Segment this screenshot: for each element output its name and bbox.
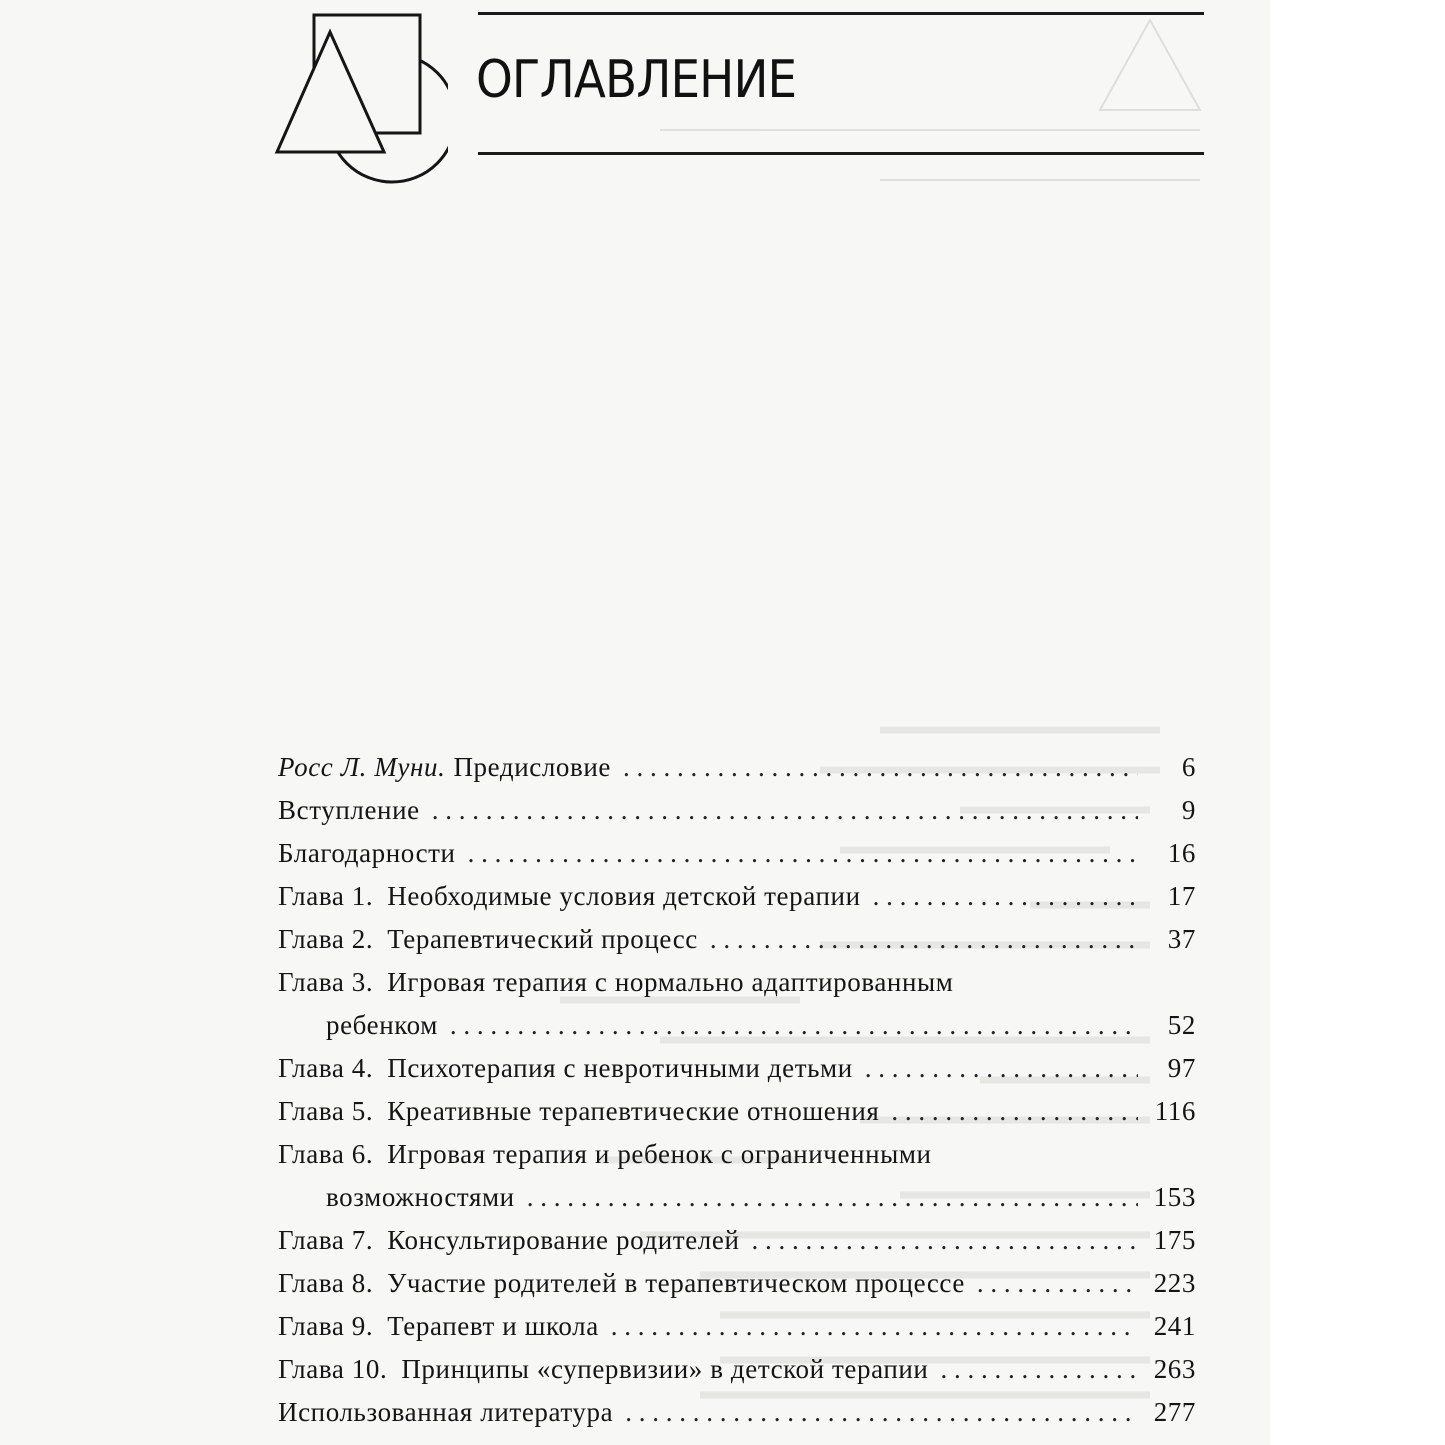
toc-entry xyxy=(278,875,1196,918)
toc-page: 277 xyxy=(1153,1397,1196,1427)
toc-title: Принципы «супервизии» в детской терапии xyxy=(401,1354,929,1384)
toc-entry xyxy=(278,961,1196,1047)
toc-leader-dots xyxy=(468,832,1138,875)
toc-title: Креативные терапевтические отношения xyxy=(387,1096,880,1126)
toc-page: 97 xyxy=(1167,1053,1196,1083)
toc-page: 263 xyxy=(1153,1354,1196,1384)
toc-entry xyxy=(278,1391,1196,1434)
toc-entry xyxy=(278,746,1196,789)
toc-chapter-label: Глава 5. xyxy=(278,1096,374,1126)
toc-entry xyxy=(278,1090,1196,1133)
header-rule-top xyxy=(478,12,1204,15)
toc-page: 175 xyxy=(1153,1225,1196,1255)
toc-page: 223 xyxy=(1153,1268,1196,1298)
toc-title: Психотерапия с невротичными детьми xyxy=(387,1053,853,1083)
toc-title: Игровая терапия с нормально адаптированным xyxy=(387,967,954,997)
toc-chapter-label: Глава 4. xyxy=(278,1053,374,1083)
toc-chapter-label: Глава 10. xyxy=(278,1354,388,1384)
toc-chapter-label: Глава 1. xyxy=(278,881,374,911)
toc-title-continued: возможностями xyxy=(326,1182,515,1212)
toc-chapter-label: Глава 3. xyxy=(278,967,374,997)
toc-title: Предисловие xyxy=(453,752,612,782)
toc-title: Терапевтический процесс xyxy=(387,924,698,954)
toc-title: Использованная литература xyxy=(278,1397,614,1427)
page-title: ОГЛАВЛЕНИЕ xyxy=(476,50,797,110)
toc-chapter-label: Глава 7. xyxy=(278,1225,374,1255)
toc-page: 52 xyxy=(1167,1010,1196,1040)
toc-title: Игровая терапия и ребенок с ограниченными xyxy=(387,1139,932,1169)
toc-entry xyxy=(278,789,1196,832)
toc-entry xyxy=(278,1133,1196,1219)
toc-page: 6 xyxy=(1181,752,1196,782)
toc-entry xyxy=(278,1047,1196,1090)
toc-leader-dots xyxy=(865,1047,1138,1090)
toc-title-continued: ребенком xyxy=(326,1010,438,1040)
toc-leader-dots xyxy=(432,789,1138,832)
toc-leader-dots xyxy=(450,1004,1138,1047)
toc-page: 153 xyxy=(1153,1182,1196,1212)
toc-entry xyxy=(278,832,1196,875)
toc-leader-dots xyxy=(623,746,1138,789)
toc-title: Терапевт и школа xyxy=(387,1311,599,1341)
toc-entry xyxy=(278,918,1196,961)
toc-leader-dots xyxy=(940,1348,1138,1391)
toc-leader-dots xyxy=(977,1262,1138,1305)
toc-title: Необходимые условия детской терапии xyxy=(387,881,861,911)
toc-leader-dots xyxy=(873,875,1138,918)
toc-page: 17 xyxy=(1167,881,1196,911)
toc-entry xyxy=(278,1348,1196,1391)
toc-entry xyxy=(278,1305,1196,1348)
toc-chapter-label: Глава 6. xyxy=(278,1139,374,1169)
toc-author: Росс Л. Муни. xyxy=(278,752,446,782)
toc-chapter-label: Глава 8. xyxy=(278,1268,374,1298)
toc-leader-dots xyxy=(752,1219,1139,1262)
toc-page: 116 xyxy=(1154,1096,1196,1126)
toc-page: 241 xyxy=(1153,1311,1196,1341)
toc-title: Благодарности xyxy=(278,838,456,868)
toc-chapter-label: Глава 9. xyxy=(278,1311,374,1341)
toc-entry xyxy=(278,1219,1196,1262)
header-rule-bottom xyxy=(478,152,1204,155)
toc-entry xyxy=(278,1262,1196,1305)
toc-leader-dots xyxy=(527,1176,1138,1219)
toc-leader-dots xyxy=(710,918,1138,961)
toc-leader-dots xyxy=(891,1090,1138,1133)
toc-page: 9 xyxy=(1181,795,1196,825)
toc-leader-dots xyxy=(625,1391,1138,1434)
toc-title: Консультирование родителей xyxy=(387,1225,740,1255)
page-margin xyxy=(1270,0,1445,1445)
toc-page: 16 xyxy=(1167,838,1196,868)
toc-title: Участие родителей в терапевтическом процессе xyxy=(387,1268,965,1298)
toc-page: 37 xyxy=(1167,924,1196,954)
geometric-logo-icon xyxy=(272,12,448,187)
toc-title: Вступление xyxy=(278,795,420,825)
toc-leader-dots xyxy=(611,1305,1138,1348)
toc-chapter-label: Глава 2. xyxy=(278,924,374,954)
table-of-contents xyxy=(278,746,1196,1434)
